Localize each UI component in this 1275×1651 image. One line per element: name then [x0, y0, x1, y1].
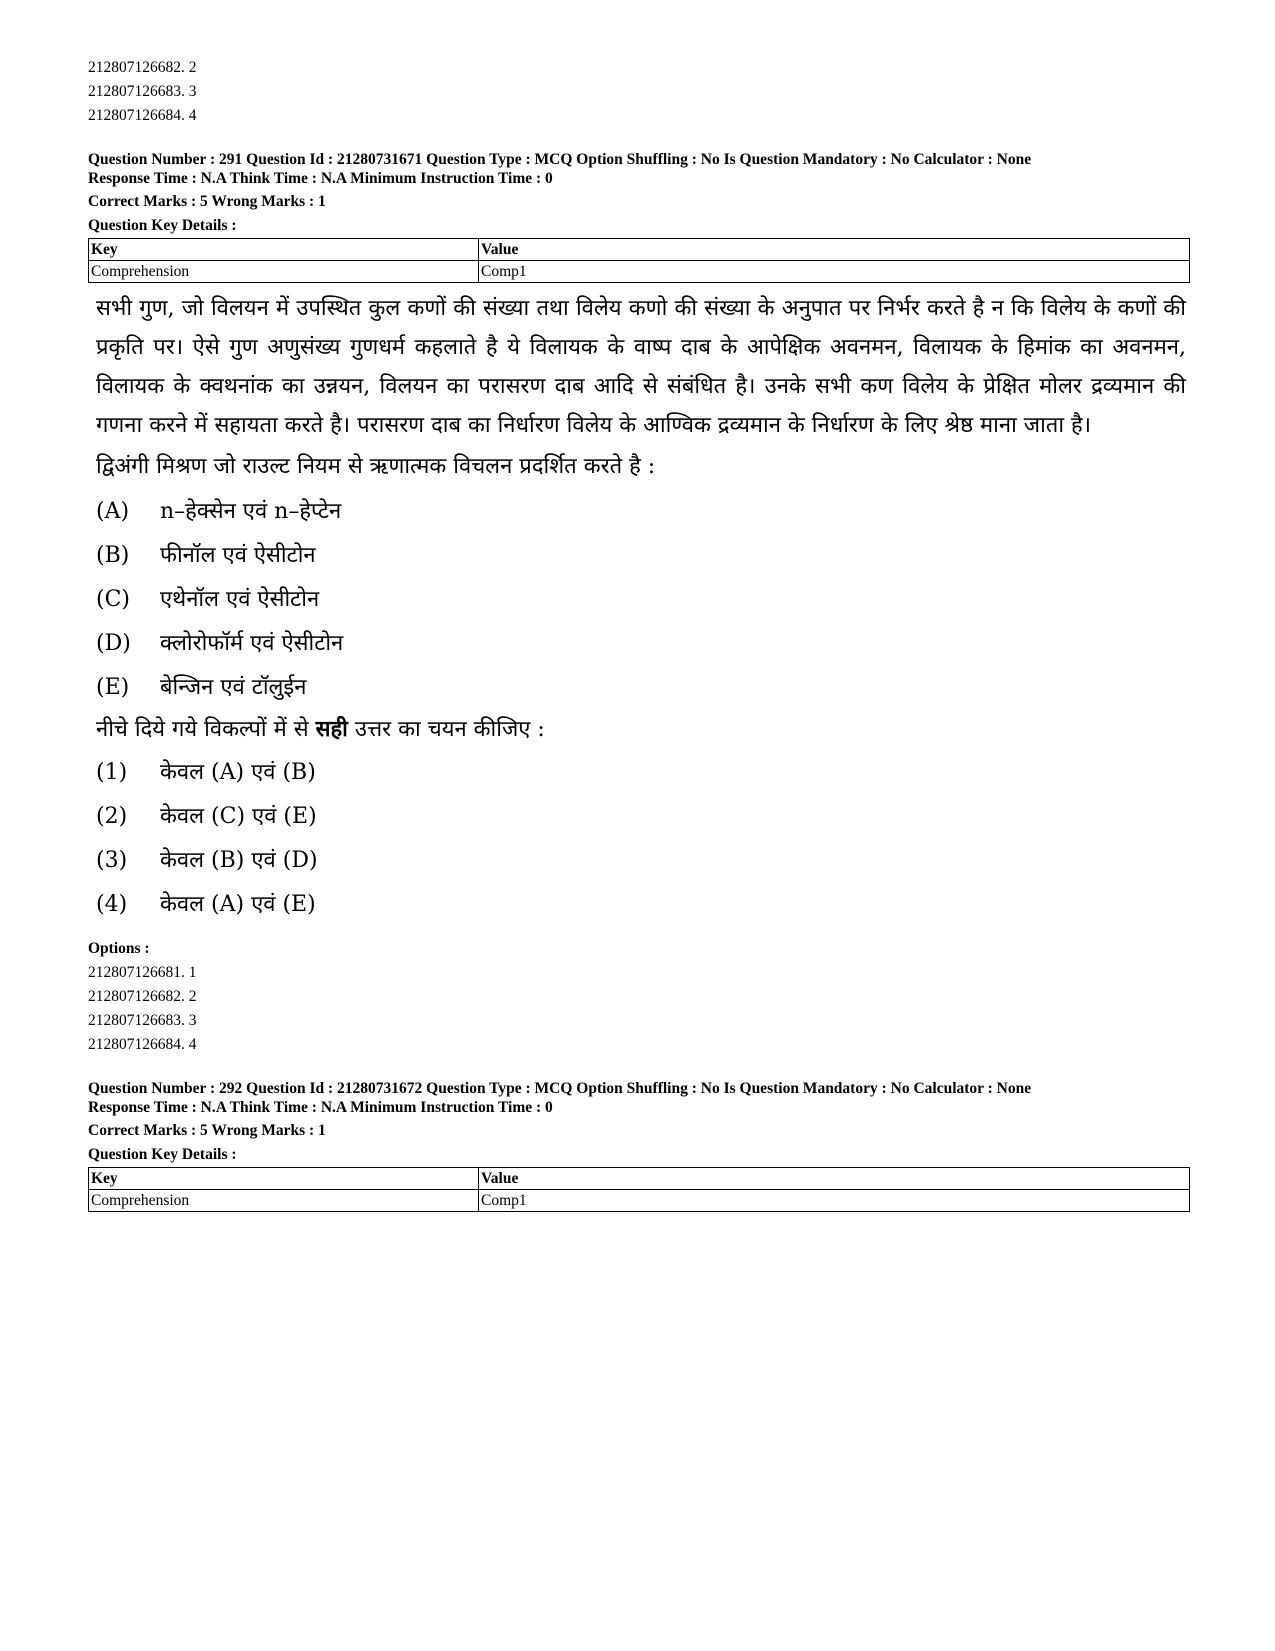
- statement-item: [96, 622, 1188, 666]
- question-key-table: [88, 238, 1190, 283]
- statement-item: [96, 490, 1188, 534]
- question-292: [88, 1079, 1188, 1212]
- statement-label: (A): [96, 499, 130, 524]
- statement-label: (C): [96, 587, 130, 612]
- comprehension-passage: सभी गुण, जो विलयन में उपस्थित कुल कणों की संख्या तथा विलेय कणो की संख्या के अनुपात पर निर्भर करते है न कि विलेय के कणों की प्रकृति पर। ऐसे गुण अणुसंख्य गुणधर्म कहलाते है ये विलायक के वाष्प दाब के आपेक्षिक अवनमन, विलायक के हिमांक का अवनमन, विलायक के क्वथनांक का उन्नयन, विलयन का परासरण दाब आदि से संबंधित है। उनके सभी कण विलेय के प्रेक्षित मोलर द्रव्यमान की गणना करने में सहायता करते है। परासरण दाब का निर्धारण विलेय के आण्विक द्रव्यमान के निर्धारण के लिए श्रेष्ठ माना जाता है।: [96, 296, 1186, 438]
- table-cell-value: Comp1: [479, 261, 1190, 283]
- option-item: 212807126683. 3: [88, 83, 197, 100]
- option-item: 212807126683. 3: [88, 1012, 197, 1029]
- question-meta-line: Question Number : 291 Question Id : 21280731671 Question Type : MCQ Option Shuffling : No Is Question Mandatory : No Calculator : None: [88, 151, 1032, 168]
- statement-label: (B): [96, 543, 130, 568]
- choice-text: केवल (A) एवं (B): [160, 760, 316, 785]
- option-item: 212807126684. 4: [88, 1036, 197, 1053]
- choice-text: केवल (A) एवं (E): [160, 892, 316, 917]
- document-page: [88, 56, 1188, 1212]
- choice-item: [96, 795, 1188, 839]
- statement-label: (D): [96, 631, 131, 656]
- question-marks: Correct Marks : 5 Wrong Marks : 1: [88, 1122, 326, 1139]
- question-marks: Correct Marks : 5 Wrong Marks : 1: [88, 193, 326, 210]
- statement-text: एथेनॉल एवं ऐसीटोन: [160, 587, 320, 612]
- question-key-table: [88, 1167, 1190, 1212]
- table-header-value: Value: [479, 1168, 1190, 1190]
- question-291: [88, 150, 1188, 1057]
- question-timing-line: Response Time : N.A Think Time : N.A Minimum Instruction Time : 0: [88, 1099, 553, 1116]
- statement-item: [96, 578, 1188, 622]
- option-item: 212807126684. 4: [88, 107, 197, 124]
- question-text: द्विअंगी मिश्रण जो राउल्ट नियम से ऋणात्मक विचलन प्रदर्शित करते है :: [96, 454, 656, 479]
- question-timing-line: Response Time : N.A Think Time : N.A Minimum Instruction Time : 0: [88, 170, 553, 187]
- table-cell-key: Comprehension: [89, 1190, 479, 1212]
- question-key-details-label: Question Key Details :: [88, 217, 237, 234]
- statement-label: (E): [96, 675, 130, 700]
- table-row: [89, 1190, 1190, 1212]
- option-item: 212807126682. 2: [88, 988, 197, 1005]
- question-meta-line: Question Number : 292 Question Id : 21280731672 Question Type : MCQ Option Shuffling : No Is Question Mandatory : No Calculator : None: [88, 1080, 1032, 1097]
- table-header-row: [89, 1168, 1190, 1190]
- choice-item: [96, 839, 1188, 883]
- choice-text: केवल (B) एवं (D): [160, 848, 318, 873]
- options-section: [88, 937, 1188, 1057]
- table-header-value: Value: [479, 239, 1190, 261]
- previous-options-list: [88, 56, 1188, 128]
- choice-list: [88, 751, 1188, 927]
- choice-label: (2): [96, 804, 128, 829]
- answer-instruction: [96, 710, 1188, 749]
- statement-text: क्लोरोफॉर्म एवं ऐसीटोन: [160, 631, 344, 656]
- table-header-key: Key: [89, 239, 479, 261]
- table-header-key: Key: [89, 1168, 479, 1190]
- statement-list: [88, 490, 1188, 710]
- choice-label: (3): [96, 848, 128, 873]
- option-item: 212807126681. 1: [88, 964, 197, 981]
- table-cell-key: Comprehension: [89, 261, 479, 283]
- choice-item: [96, 751, 1188, 795]
- instruction-text: उत्तर का चयन कीजिए :: [347, 717, 545, 742]
- choice-text: केवल (C) एवं (E): [160, 804, 317, 829]
- choice-label: (4): [96, 892, 128, 917]
- statement-item: [96, 666, 1188, 710]
- option-item: 212807126682. 2: [88, 59, 197, 76]
- instruction-text: नीचे दिये गये विकल्पों में से: [96, 717, 316, 742]
- table-cell-value: Comp1: [479, 1190, 1190, 1212]
- question-key-details-label: Question Key Details :: [88, 1146, 237, 1163]
- statement-text: बेन्जिन एवं टॉलुईन: [160, 675, 307, 700]
- statement-text: फीनॉल एवं ऐसीटोन: [160, 543, 316, 568]
- table-row: [89, 261, 1190, 283]
- choice-item: [96, 883, 1188, 927]
- instruction-emphasis: सही: [315, 716, 348, 742]
- statement-item: [96, 534, 1188, 578]
- statement-text: n–हेक्सेन एवं n–हेप्टेन: [160, 499, 342, 524]
- options-label: Options :: [88, 940, 150, 957]
- choice-label: (1): [96, 760, 128, 785]
- table-header-row: [89, 239, 1190, 261]
